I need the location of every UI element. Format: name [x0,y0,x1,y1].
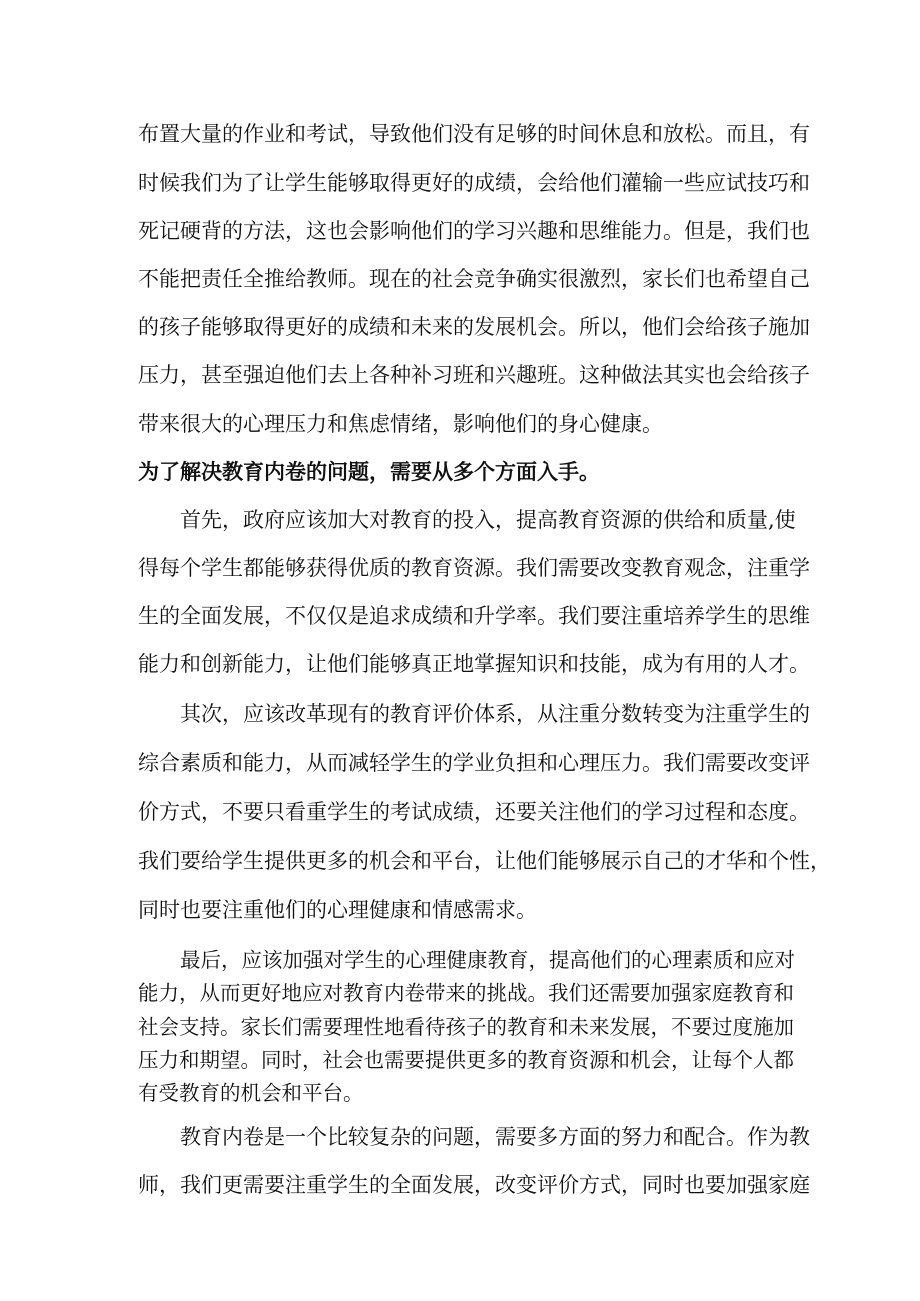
paragraph-1-line-3: 死记硬背的方法，这也会影响他们的学习兴趣和思维能力。但是，我们也 [138,219,810,243]
paragraph-1-line-5: 的孩子能够取得更好的成绩和未来的发展机会。所以，他们会给孩子施加 [138,315,810,339]
paragraph-1-line-1: 布置大量的作业和考试，导致他们没有足够的时间休息和放松。而且，有 [138,122,810,146]
paragraph-4-line-3: 社会支持。家长们需要理性地看待孩子的教育和未来发展，不要过度施加 [138,1015,794,1039]
paragraph-4-line-4: 压力和期望。同时，社会也需要提供更多的教育资源和机会，让每个人都 [138,1048,794,1072]
paragraph-4-line-1: 最后，应该加强对学生的心理健康教育，提高他们的心理素质和应对 [180,948,795,972]
paragraph-4-line-5: 有受教育的机会和平台。 [138,1081,364,1105]
paragraph-2-line-1: 首先，政府应该加大对教育的投入，提高教育资源的供给和质量,使 [180,508,796,532]
paragraph-1-line-7: 带来很大的心理压力和焦虑情绪，影响他们的身心健康。 [138,412,663,436]
paragraph-3-line-4: 我们要给学生提供更多的机会和平台，让他们能够展示自己的才华和个性， [138,849,831,873]
paragraph-2-line-2: 得每个学生都能够获得优质的教育资源。我们需要改变教育观念，注重学 [138,556,810,580]
paragraph-1-line-2: 时候我们为了让学生能够取得更好的成绩，会给他们灌输一些应试技巧和 [138,171,810,195]
paragraph-1-line-6: 压力，甚至强迫他们去上各种补习班和兴趣班。这种做法其实也会给孩子 [138,363,810,387]
paragraph-3-line-5: 同时也要注重他们的心理健康和情感需求。 [138,898,537,922]
paragraph-2-line-4: 能力和创新能力，让他们能够真正地掌握知识和技能，成为有用的人才。 [138,652,810,676]
section-heading: 为了解决教育内卷的问题，需要从多个方面入手。 [138,459,600,484]
paragraph-4-line-2: 能力，从而更好地应对教育内卷带来的挑战。我们还需要加强家庭教育和 [138,981,794,1005]
paragraph-3-line-3: 价方式，不要只看重学生的考试成绩，还要关注他们的学习过程和态度。 [138,800,810,824]
paragraph-3-line-2: 综合素质和能力，从而减轻学生的学业负担和心理压力。我们需要改变评 [138,751,810,775]
paragraph-1-line-4: 不能把责任全推给教师。现在的社会竞争确实很激烈，家长们也希望自己 [138,267,810,291]
paragraph-3-line-1: 其次，应该改革现有的教育评价体系，从注重分数转变为注重学生的 [180,702,810,726]
paragraph-5-line-1: 教育内卷是一个比较复杂的问题，需要多方面的努力和配合。作为教 [180,1125,810,1149]
paragraph-2-line-3: 生的全面发展，不仅仅是追求成绩和升学率。我们要注重培养学生的思维 [138,604,810,628]
paragraph-5-line-2: 师，我们更需要注重学生的全面发展，改变评价方式，同时也要加强家庭 [138,1173,810,1197]
